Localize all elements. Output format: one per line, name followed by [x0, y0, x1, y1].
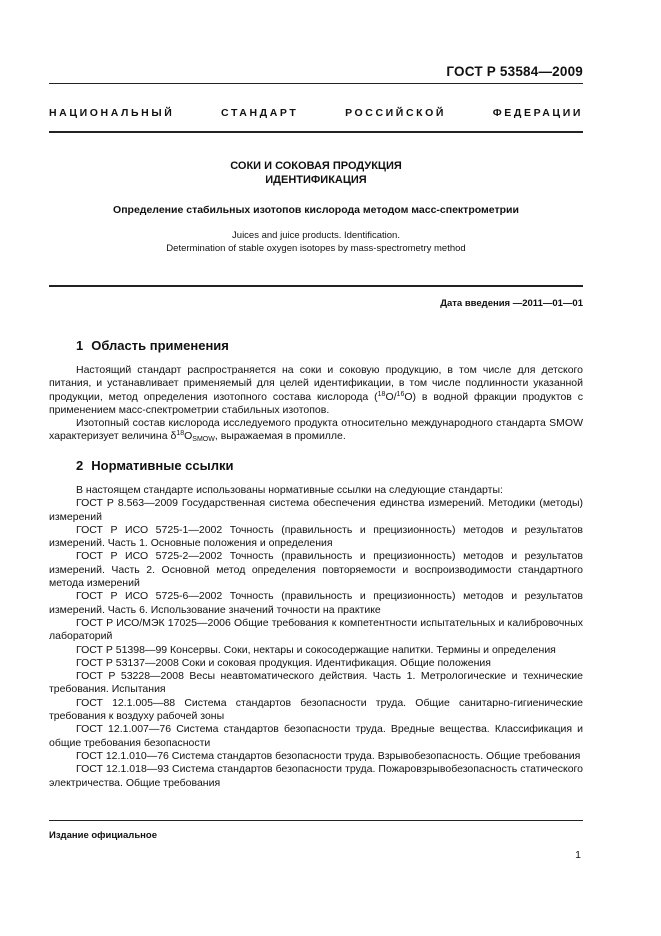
footer-rule: [49, 820, 583, 821]
header-rule: [49, 83, 583, 84]
document-code: ГОСТ Р 53584—2009: [446, 64, 583, 79]
p2-text-b: O: [184, 430, 193, 443]
section-1-paragraph-2: [49, 417, 583, 444]
p1-sup-18: 18: [377, 390, 386, 398]
title-line-2: ИДЕНТИФИКАЦИЯ: [265, 174, 367, 186]
national-standard-banner: НАЦИОНАЛЬНЫЙ СТАНДАРТ РОССИЙСКОЙ ФЕДЕРАЦИИ: [49, 107, 583, 119]
p1-text-a: Настоящий стандарт распространяется на соки и соковую продукцию, в том числе для детского питания, и устанавливает применяемый для целей идентификации, в том числе подлинности указанной продукции, метод определения изотопного состава кислорода (: [49, 364, 583, 403]
reference-paragraph: ГОСТ Р 53228—2008 Весы неавтоматического действия. Часть 1. Метрологические и технические требования. Испытания: [49, 670, 583, 696]
p1-text-c: O) в водной фракции продуктов с применением масс-спектрометрии стабильных изотопов.: [49, 390, 584, 416]
p1-text-b: O/: [385, 390, 397, 403]
reference-paragraph: ГОСТ Р ИСО 5725-2—2002 Точность (правильность и прецизионность) методов и результатов измерений. Часть 2. Основной метод определения повторяемости и воспроизводимости стандартного метода измерений: [49, 550, 583, 590]
reference-paragraph: ГОСТ Р ИСО 5725-6—2002 Точность (правильность и прецизионность) методов и результатов измерений. Часть 6. Использование значений точности на практике: [49, 590, 583, 616]
section-2-heading: [76, 458, 233, 473]
page-number: 1: [575, 849, 581, 861]
section-1-heading: [76, 338, 229, 353]
title-rule: [49, 285, 583, 287]
section-2-number: 2: [76, 458, 84, 473]
reference-paragraph: ГОСТ Р 53137—2008 Соки и соковая продукция. Идентификация. Общие положения: [76, 656, 491, 669]
p1-sup-16: 16: [396, 390, 405, 398]
section-1-body: [49, 364, 583, 444]
title-line-1: СОКИ И СОКОВАЯ ПРОДУКЦИЯ: [230, 160, 402, 172]
english-title-2: Determination of stable oxygen isotopes by mass-spectrometry method: [166, 243, 466, 254]
reference-paragraph: ГОСТ Р ИСО/МЭК 17025—2006 Общие требования к компетентности испытательных и калибровочных лабораторий: [49, 616, 583, 643]
p2-sup-18: 18: [176, 430, 185, 438]
reference-paragraph: ГОСТ 12.1.010—76 Система стандартов безопасности труда. Взрывобезопасность. Общие требования: [76, 749, 581, 762]
reference-paragraph: ГОСТ 12.1.007—76 Система стандартов безопасности труда. Вредные вещества. Классификация и общие требования безопасности: [49, 723, 583, 749]
section-1-paragraph-1: [49, 364, 583, 417]
official-edition-label: Издание официальное: [49, 830, 157, 841]
section-1-title: Область применения: [91, 338, 229, 353]
p2-text-a: Изотопный состав кислорода исследуемого продукта относительно международного стандарта SMOW характеризует величина δ: [49, 417, 583, 443]
section-2-title: Нормативные ссылки: [91, 458, 234, 473]
reference-paragraph: ГОСТ Р 51398—99 Консервы. Соки, нектары и сокосодержащие напитки. Термины и определения: [76, 643, 556, 656]
title-subtitle: Определение стабильных изотопов кислорода методом масс-спектрометрии: [113, 204, 519, 216]
reference-paragraph: ГОСТ Р 8.563—2009 Государственная система обеспечения единства измерений. Методики (методы) измерений: [49, 497, 583, 523]
section-1-number: 1: [76, 338, 84, 353]
reference-paragraph: ГОСТ 12.1.018—93 Система стандартов безопасности труда. Пожаровзрывобезопасность статического электричества. Общие требования: [49, 763, 583, 789]
banner-rule: [49, 131, 583, 133]
reference-paragraph: ГОСТ Р ИСО 5725-1—2002 Точность (правильность и прецизионность) методов и результатов измерений. Часть 1. Основные положения и определения: [49, 523, 583, 550]
reference-paragraph: В настоящем стандарте использованы нормативные ссылки на следующие стандарты:: [76, 484, 503, 496]
reference-paragraph: ГОСТ 12.1.005—88 Система стандартов безопасности труда. Общие санитарно-гигиенические требования к воздуху рабочей зоны: [49, 696, 583, 723]
p2-text-c: , выражаемая в промилле.: [214, 430, 346, 443]
p2-sub-smow: SMOW: [192, 436, 215, 444]
section-2-body: [49, 484, 583, 790]
introduction-date: Дата введения —2011—01—01: [440, 298, 583, 309]
english-title-1: Juices and juice products. Identification.: [232, 230, 400, 241]
